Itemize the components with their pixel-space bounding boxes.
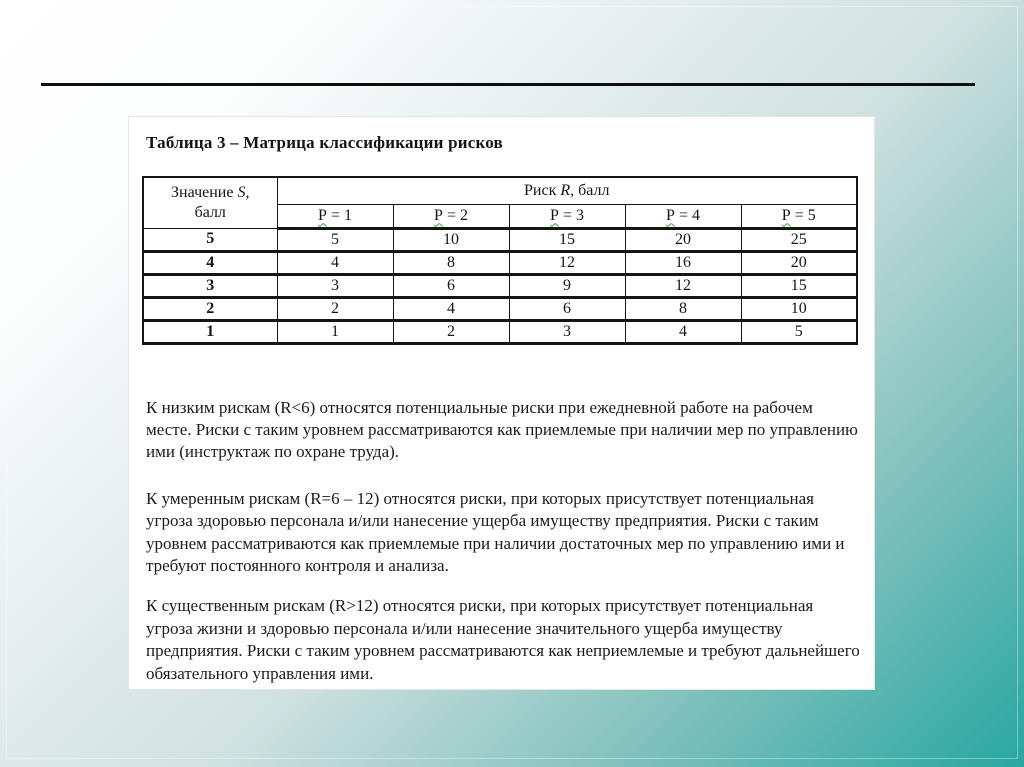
paragraph-significant-risks: К существенным рискам (R>12) относятся риски, при которых присутствует потенциальная угроза жизни и здоровью персонала и/или нанесение значительного ущерба имуществу предприятия. Риски с таким уровнем рассматриваются как неприемлемые и требуют дальнейшего обязательного управления ими. <box>146 596 860 683</box>
cell-risk-value: 8 <box>393 251 509 274</box>
cell-risk-value: 1 <box>277 320 393 343</box>
header-cell-p3: P = 3 <box>509 204 625 228</box>
cell-risk-value: 5 <box>277 228 393 251</box>
cell-risk-value: 20 <box>625 228 741 251</box>
table-row-s4 <box>143 251 857 274</box>
cell-s-value: 3 <box>143 274 277 297</box>
cell-risk-value: 2 <box>277 297 393 320</box>
cell-s-value: 4 <box>143 251 277 274</box>
top-rule-line <box>41 83 975 86</box>
header-cell-p2: P = 2 <box>393 204 509 228</box>
header-cell-p1: P = 1 <box>277 204 393 228</box>
cell-risk-value: 4 <box>277 251 393 274</box>
risk-matrix-table <box>142 176 858 345</box>
cell-risk-value: 16 <box>625 251 741 274</box>
table-row-s2 <box>143 297 857 320</box>
cell-risk-value: 25 <box>741 228 857 251</box>
cell-risk-value: 10 <box>393 228 509 251</box>
cell-s-value: 2 <box>143 297 277 320</box>
cell-risk-value: 5 <box>741 320 857 343</box>
table-header-row <box>143 177 857 204</box>
paragraph-low-risks: К низким рискам (R<6) относятся потенциальные риски при ежедневной работе на рабочем месте. Риски с таким уровнем рассматриваются как приемлемые при наличии мер по управлению ими (инструктаж по охране труда). <box>146 397 858 462</box>
cell-risk-value: 4 <box>393 297 509 320</box>
cell-risk-value: 20 <box>741 251 857 274</box>
cell-risk-value: 15 <box>509 228 625 251</box>
table-row-s3 <box>143 274 857 297</box>
table-title: Таблица 3 – Матрица классификации рисков <box>146 133 503 152</box>
cell-risk-value: 12 <box>625 274 741 297</box>
header-cell-risk: Риск R, балл <box>277 177 857 204</box>
cell-risk-value: 8 <box>625 297 741 320</box>
cell-s-value: 5 <box>143 228 277 251</box>
cell-risk-value: 6 <box>509 297 625 320</box>
cell-risk-value: 3 <box>509 320 625 343</box>
cell-risk-value: 15 <box>741 274 857 297</box>
cell-risk-value: 10 <box>741 297 857 320</box>
cell-risk-value: 4 <box>625 320 741 343</box>
cell-risk-value: 12 <box>509 251 625 274</box>
cell-risk-value: 3 <box>277 274 393 297</box>
cell-risk-value: 6 <box>393 274 509 297</box>
header-cell-significance: Значение S, балл <box>143 177 277 228</box>
cell-s-value: 1 <box>143 320 277 343</box>
cell-risk-value: 2 <box>393 320 509 343</box>
header-cell-p4: P = 4 <box>625 204 741 228</box>
paragraph-moderate-risks: К умеренным рискам (R=6 – 12) относятся риски, при которых присутствует потенциальная угроза здоровью персонала и/или нанесение ущерба имуществу предприятия. Риски с таким уровнем рассматриваются как приемлемые при наличии достаточных мер по управлению ими и требуют постоянного контроля и анализа. <box>146 488 845 575</box>
content-panel <box>128 116 875 690</box>
header-cell-p5: P = 5 <box>741 204 857 228</box>
table-row-s5 <box>143 228 857 251</box>
cell-risk-value: 9 <box>509 274 625 297</box>
table-row-s1 <box>143 320 857 343</box>
